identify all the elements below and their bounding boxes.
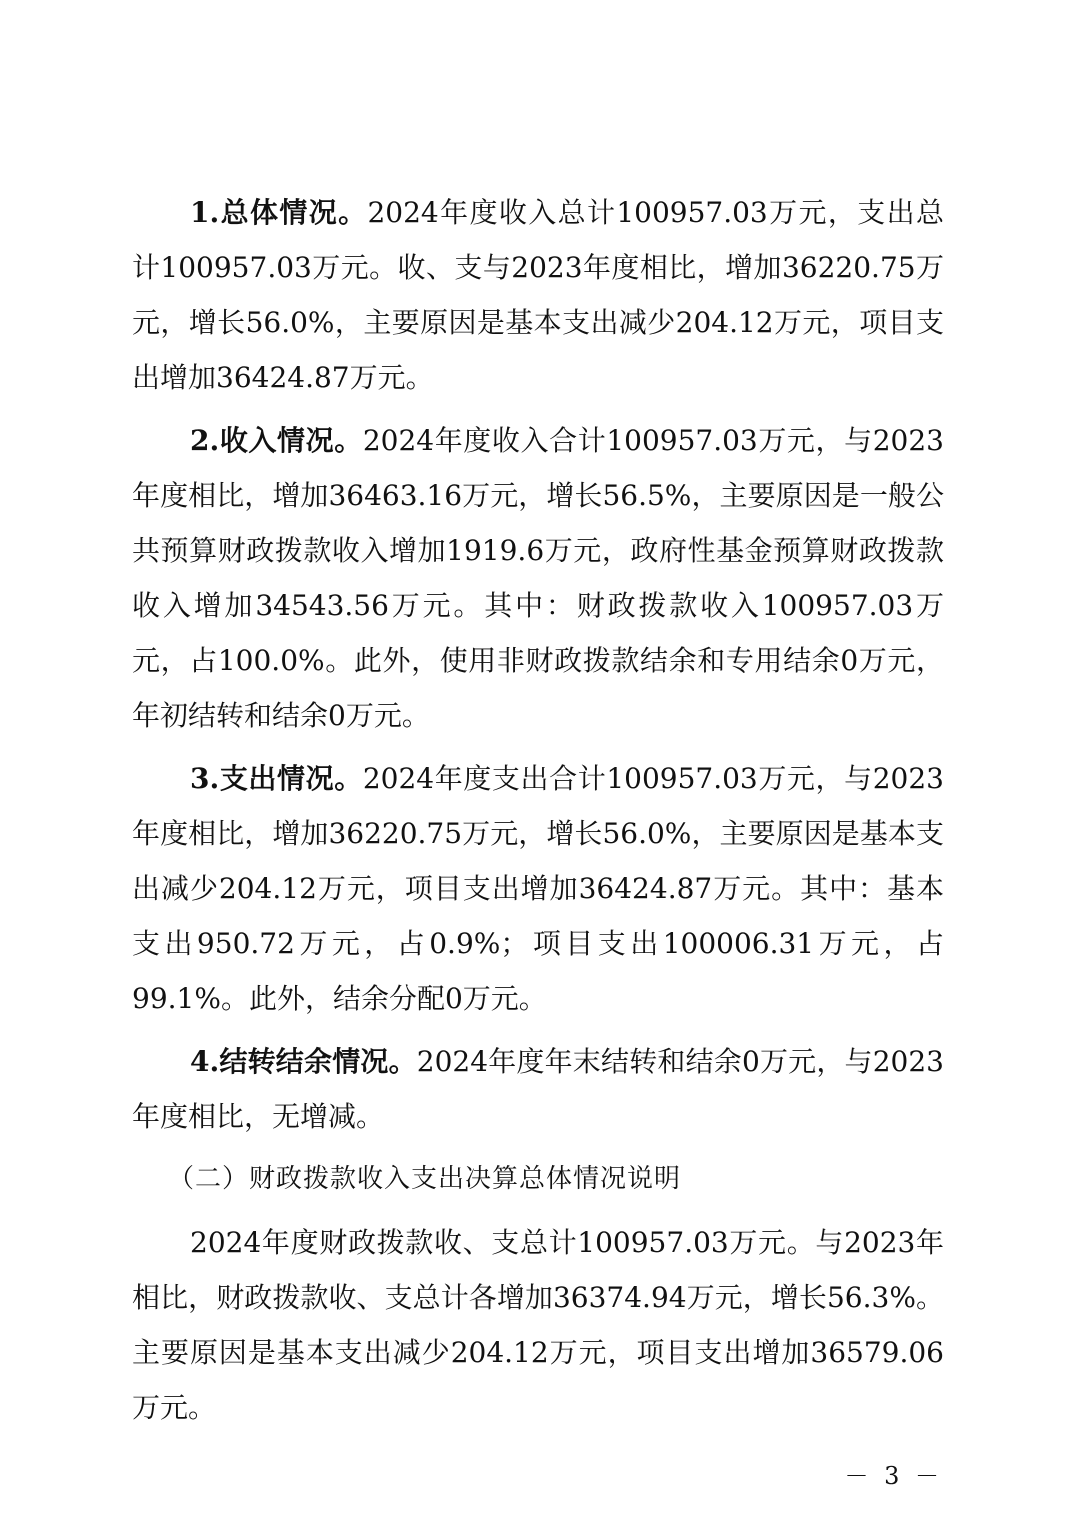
paragraph-text: 2024年度年末结转和结余0万元，与2023年度相比，无增减。 bbox=[132, 1045, 944, 1133]
paragraph-lead: 3.支出情况。 bbox=[190, 762, 363, 795]
section-heading: （二）财政拨款收入支出决算总体情况说明 bbox=[168, 1164, 682, 1194]
paragraph-expenditure bbox=[132, 751, 944, 1026]
page-number: － 3 － bbox=[844, 1462, 943, 1490]
paragraph-carryover bbox=[132, 1034, 944, 1144]
paragraph-text: 2024年度收入合计100957.03万元，与2023年度相比，增加36463.16万元，增长56.5%，主要原因是一般公共预算财政拨款收入增加1919.6万元，政府性基金预算财政拨款收入增加34543.56万元。其中：财政拨款收入100957.03万元，占100.0%。此外，使用非财政拨款结余和专用结余0万元，年初结转和结余0万元。 bbox=[132, 424, 944, 732]
paragraph-text: 2024年度收入总计100957.03万元，支出总计100957.03万元。收、支与2023年度相比，增加36220.75万元，增长56.0%，主要原因是基本支出减少204.12万元，项目支出增加36424.87万元。 bbox=[132, 196, 944, 394]
paragraph-fiscal-appropriation bbox=[132, 1215, 944, 1435]
paragraph-income bbox=[132, 413, 944, 743]
paragraph-lead: 1.总体情况。 bbox=[190, 196, 368, 229]
paragraph-text: 2024年度支出合计100957.03万元，与2023年度相比，增加36220.75万元，增长56.0%，主要原因是基本支出减少204.12万元，项目支出增加36424.87万元。其中：基本支出950.72万元，占0.9%；项目支出100006.31万元，占99.1%。此外，结余分配0万元。 bbox=[132, 762, 944, 1015]
paragraph-lead: 4.结转结余情况。 bbox=[190, 1045, 417, 1078]
document-body bbox=[132, 185, 944, 1443]
paragraph-lead: 2.收入情况。 bbox=[190, 424, 363, 457]
paragraph-overall bbox=[132, 185, 944, 405]
paragraph-text: 2024年度财政拨款收、支总计100957.03万元。与2023年相比，财政拨款收、支总计各增加36374.94万元，增长56.3%。主要原因是基本支出减少204.12万元，项目支出增加36579.06万元。 bbox=[132, 1226, 944, 1424]
